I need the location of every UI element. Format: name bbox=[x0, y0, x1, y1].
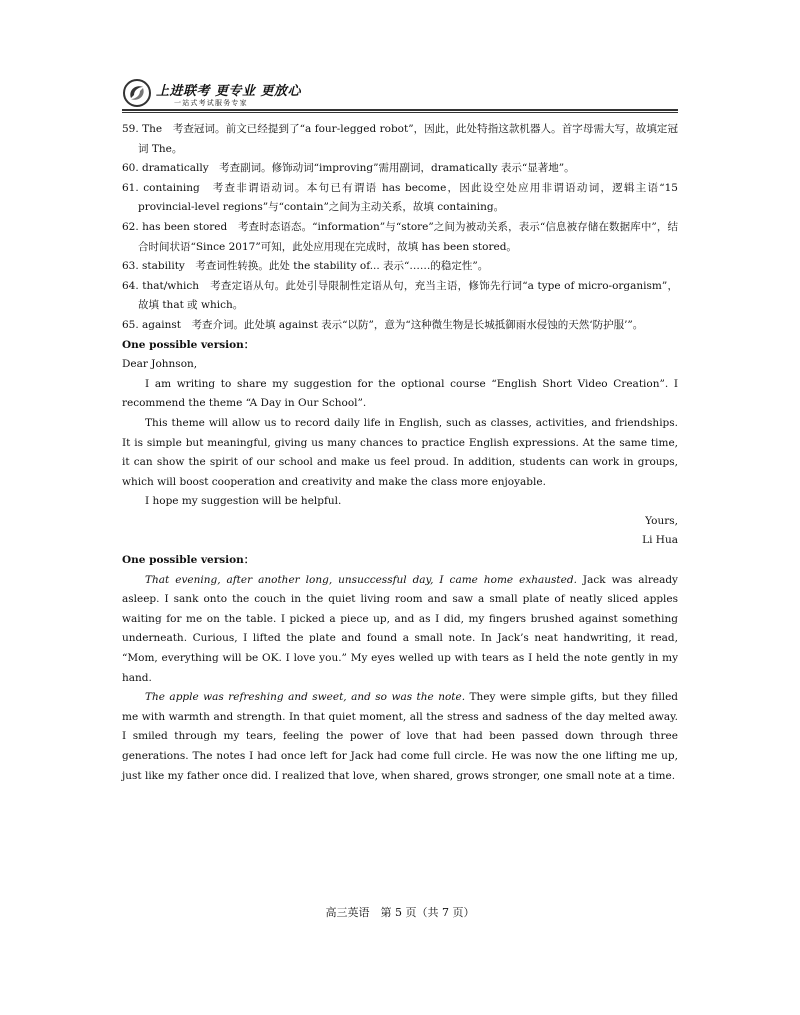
page-header bbox=[122, 76, 678, 112]
letter-signature: Li Hua bbox=[642, 534, 678, 547]
answer-content bbox=[122, 120, 678, 786]
story-version-heading: One possible version： bbox=[122, 554, 255, 567]
page-footer: 高三英语 第 5 页（共 7 页） bbox=[325, 906, 475, 919]
header-divider-thin bbox=[122, 112, 678, 113]
story-second-opening-sentence: The apple was refreshing and sweet, and so was the note. bbox=[145, 691, 466, 704]
letter-version-heading: One possible version： bbox=[122, 338, 255, 351]
answer-62: 62. has been stored 考查时态语态。“information”与“store”之间为被动关系，表示“信息被存储在数据库中”，结合时间状语“Since 2017”可知，此处应用现在完成时，故填 has been stored。 bbox=[122, 220, 678, 253]
letter-closing: Yours, bbox=[645, 514, 678, 527]
brand-slogan: 一站式考试服务专家 bbox=[174, 99, 248, 107]
letter-salutation: Dear Johnson, bbox=[122, 358, 198, 371]
answer-64: 64. that/which 考查定语从句。此处引导限制性定语从句，充当主语，修饰先行词“a type of micro-organism”，故填 that 或 which。 bbox=[122, 279, 678, 312]
brand-logo bbox=[122, 78, 152, 108]
letter-paragraph: This theme will allow us to record daily life in English, such as classes, activities, and friendships. It is simple but meaningful, giving us many chances to practice English expressions. At the same time, it can show the spirit of our school and make us feel proud. In addition, students can work in groups, which will boost cooperation and creativity and make the class more enjoyable. bbox=[122, 416, 678, 488]
story-paragraph-2 bbox=[122, 688, 678, 786]
answer-63: 63. stability 考查词性转换。此处 the stability of... 表示“……的稳定性”。 bbox=[122, 260, 489, 273]
story-opening-sentence: That evening, after another long, unsuccessful day, I came home exhausted. bbox=[145, 573, 577, 586]
brand-title: 上进联考 更专业 更放心 bbox=[156, 84, 302, 99]
answer-59: 59. The 考查冠词。前文已经提到了“a four-legged robot”，因此，此处特指这款机器人。首字母需大写，故填定冠词 The。 bbox=[122, 123, 678, 155]
header-divider bbox=[122, 109, 678, 111]
letter-paragraph: I hope my suggestion will be helpful. bbox=[145, 495, 342, 508]
answer-65: 65. against 考查介词。此处填 against 表示“以防”，意为“这种微生物是长城抵御雨水侵蚀的天然‘防护服’”。 bbox=[122, 318, 644, 331]
story-paragraph-2-body: They were simple gifts, but they filled me with warmth and strength. In that quiet moment, all the stress and sadness of the day melted away. I smiled through my tears, feeling the power of love that had been passed down through three generations. The notes I had once left for Jack had come full circle. He was now the one lifting me up, just like my father once did. I realized that love, when shared, grows stronger, one small note at a time. bbox=[122, 691, 679, 782]
answer-61: 61. containing 考查非谓语动词。本句已有谓语 has become，因此设空处应用非谓语动词，逻辑主语“15 provincial-level regions”与“contain”之间为主动关系，故填 containing。 bbox=[122, 181, 678, 214]
story-paragraph-1-body: Jack was already asleep. I sank onto the couch in the quiet living room and saw a small plate of neatly sliced apples waiting for me on the table. I picked a piece up, and as I did, my fingers brushed against something underneath. Curious, I lifted the plate and found a small note. In Jack’s neat handwriting, it read, “Mom, everything will be OK. I love you.” My eyes welled up with tears as I held the note gently in my hand. bbox=[122, 573, 678, 684]
letter-paragraph: I am writing to share my suggestion for the optional course “English Short Video Creation”. I recommend the theme “A Day in Our School”. bbox=[122, 377, 678, 410]
story-paragraph-1 bbox=[122, 571, 678, 689]
answer-60: 60. dramatically 考查副词。修饰动词“improving”需用副词，dramatically 表示“显著地”。 bbox=[122, 162, 575, 175]
